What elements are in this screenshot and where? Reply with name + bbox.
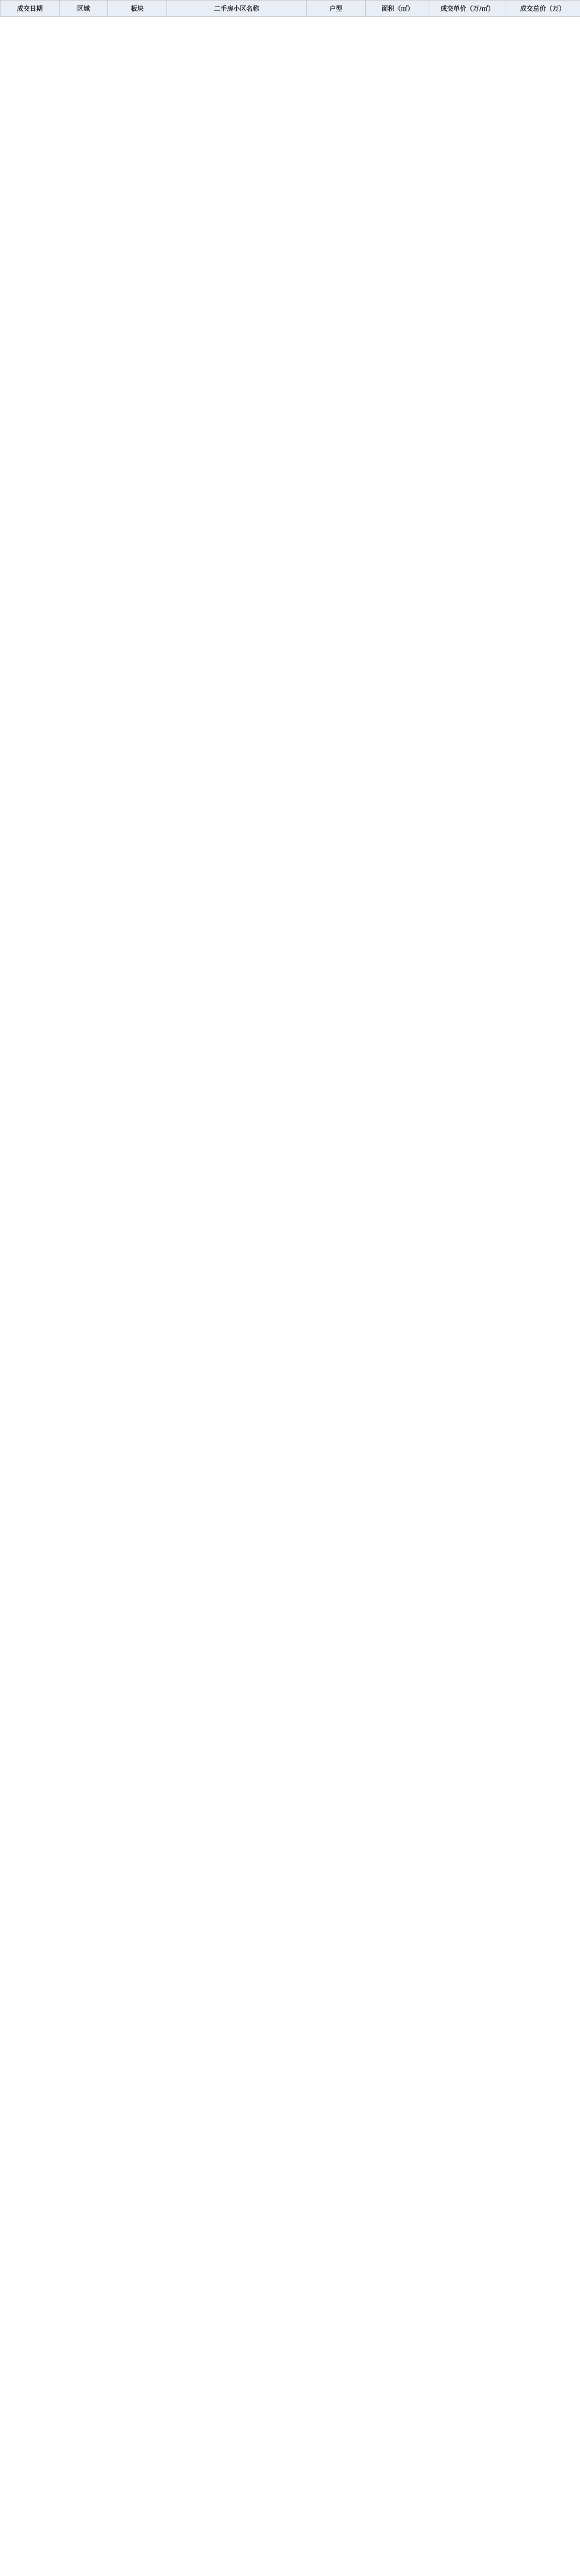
header-area: 板块 bbox=[108, 1, 167, 17]
deal-table bbox=[0, 0, 580, 17]
header-size: 面积（㎡） bbox=[366, 1, 430, 17]
header-date: 成交日期 bbox=[1, 1, 60, 17]
header-district: 区域 bbox=[60, 1, 108, 17]
table-header-row bbox=[1, 1, 580, 17]
header-total-price: 成交总价（万） bbox=[505, 1, 580, 17]
header-community: 二手房小区名称 bbox=[167, 1, 307, 17]
header-layout: 户型 bbox=[307, 1, 366, 17]
header-unit-price: 成交单价（万/㎡） bbox=[430, 1, 505, 17]
